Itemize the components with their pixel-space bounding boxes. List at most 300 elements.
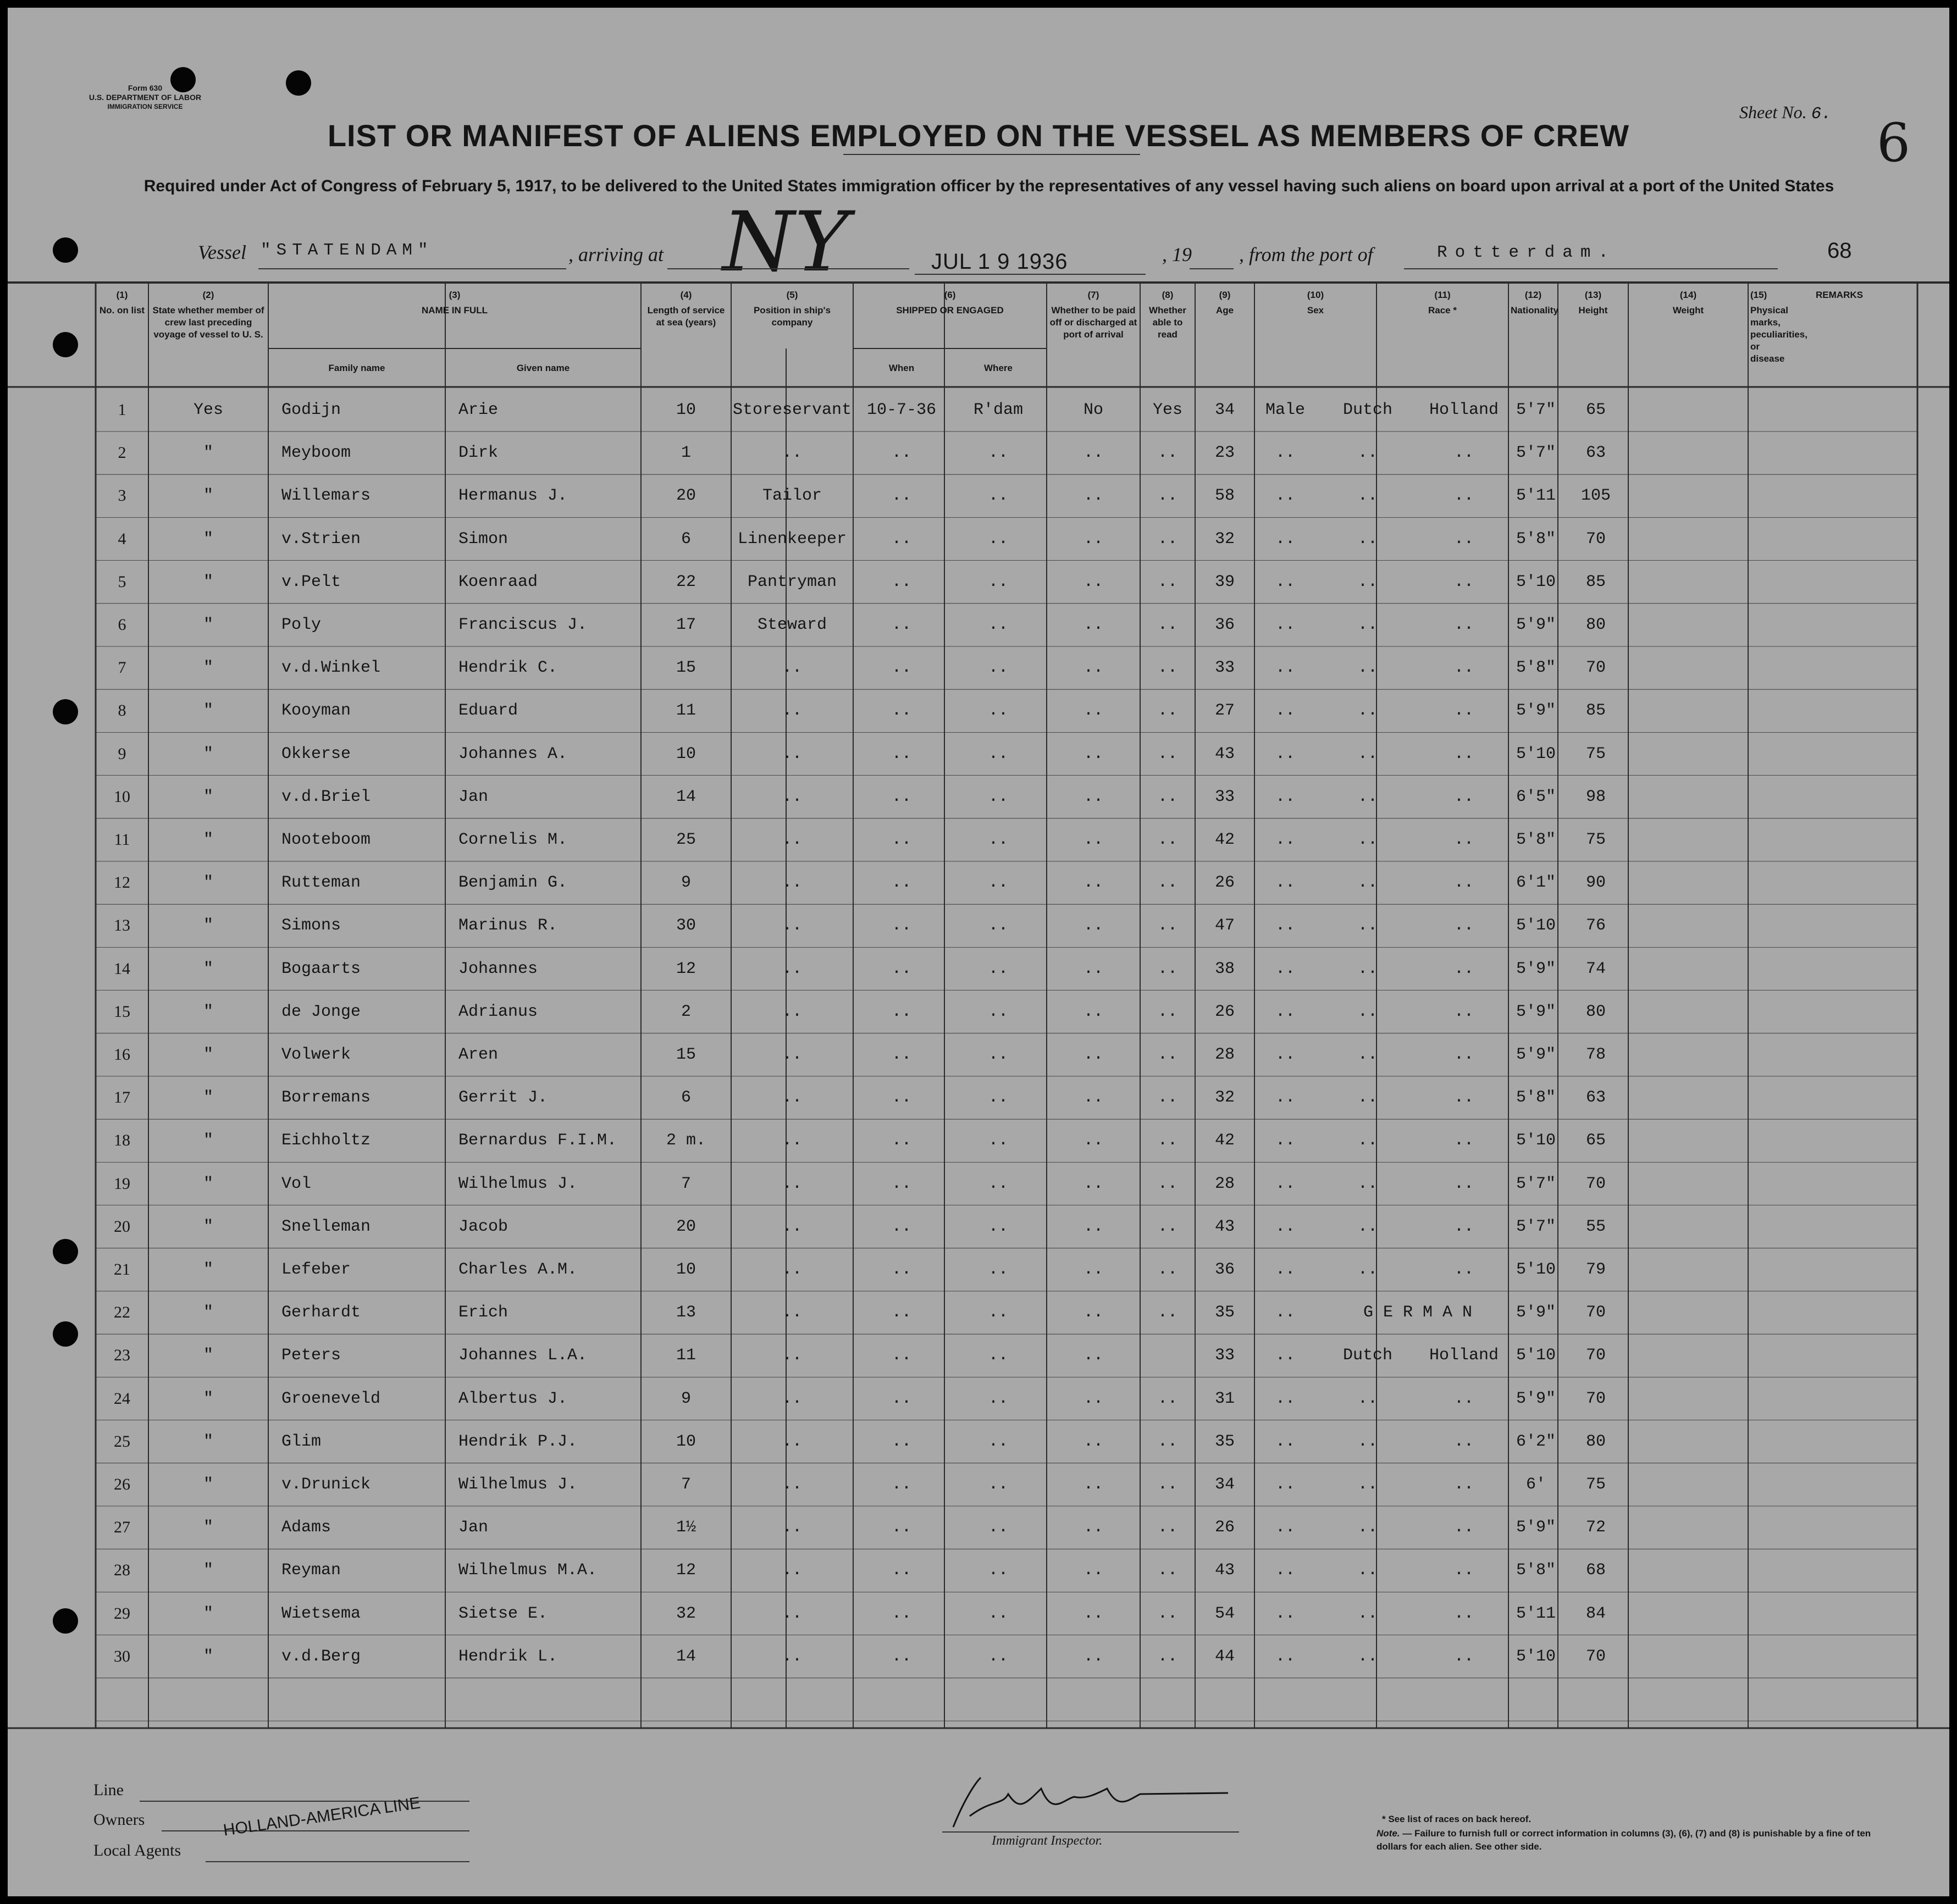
column-number: (2) (202, 290, 214, 300)
column-label: Height (1578, 305, 1608, 316)
cell-where: .. (988, 1432, 1008, 1451)
cell-when: .. (891, 1045, 911, 1064)
cell-where: .. (988, 1002, 1008, 1021)
cell-position: Pantryman (747, 572, 837, 591)
cell-position: .. (782, 701, 802, 721)
column-number: (10) (1307, 290, 1324, 300)
cell-nat: .. (1453, 1260, 1474, 1279)
cell-position: .. (782, 1174, 802, 1193)
cell-race: .. (1357, 1647, 1378, 1666)
cell-when: .. (891, 1647, 911, 1666)
cell-sex: .. (1275, 1475, 1295, 1494)
cell-where: .. (988, 1174, 1008, 1193)
cell-height: 5'9" (1516, 1002, 1556, 1021)
column-label: Whether able to read (1149, 305, 1186, 340)
cell-given: Hendrik L. (458, 1647, 558, 1666)
cell-age: 58 (1214, 486, 1235, 506)
cell-when: .. (891, 1174, 911, 1193)
arrival-date-stamp: JUL 1 9 1936 (931, 250, 1068, 274)
cell-age: 54 (1214, 1604, 1235, 1623)
cell-given: Wilhelmus J. (458, 1475, 578, 1494)
cell-height: 6'1" (1516, 873, 1556, 893)
cell-position: .. (782, 744, 802, 763)
cell-position: Storeservant (732, 401, 852, 419)
cell-paid: .. (1083, 1432, 1103, 1451)
cell-prev: " (203, 959, 213, 978)
cell-prev: " (203, 444, 213, 463)
cell-read: .. (1157, 873, 1177, 893)
cell-height: 5'11 (1516, 1604, 1556, 1623)
cell-given: Cornelis M. (458, 831, 568, 849)
cell-sex: .. (1275, 744, 1295, 763)
cell-no: 24 (114, 1389, 130, 1408)
cell-weight: 63 (1585, 1088, 1606, 1108)
cell-position: .. (782, 1475, 802, 1494)
cell-height: 6'5" (1516, 787, 1556, 806)
cell-height: 5'7" (1516, 401, 1556, 419)
column-label: Whether to be paid off or discharged at port of arrival (1049, 305, 1137, 340)
cell-height: 5'11 (1516, 486, 1556, 506)
cell-race: G E R M A N (1363, 1303, 1473, 1322)
cell-nat: .. (1453, 1174, 1474, 1193)
cell-prev: " (203, 1002, 213, 1021)
cell-given: Hermanus J. (458, 486, 568, 506)
cell-read: .. (1157, 1174, 1177, 1193)
cell-position: .. (782, 1002, 802, 1021)
cell-read: .. (1157, 1131, 1177, 1150)
cell-weight: 70 (1585, 529, 1606, 549)
cell-given: Johannes (458, 959, 538, 978)
cell-given: Charles A.M. (458, 1260, 578, 1279)
cell-read: .. (1157, 444, 1177, 463)
cell-given: Jacob (458, 1217, 508, 1236)
cell-age: 38 (1214, 959, 1235, 978)
cell-when: .. (891, 1002, 911, 1021)
cell-service: 11 (676, 701, 696, 721)
cell-no: 4 (118, 529, 126, 548)
page-marker: 68 (1827, 239, 1852, 263)
cell-prev: " (203, 658, 213, 678)
column-header-12 (1511, 289, 1556, 317)
cell-weight: 75 (1585, 1475, 1606, 1494)
inspector-label: Immigrant Inspector. (992, 1834, 1103, 1848)
cell-prev: " (203, 1561, 213, 1580)
column-number: (5) (786, 290, 798, 300)
cell-family: Adams (281, 1518, 331, 1537)
cell-height: 5'9" (1516, 1389, 1556, 1408)
cell-nat: .. (1453, 787, 1474, 806)
cell-paid: .. (1083, 959, 1103, 978)
column-number: (4) (680, 290, 692, 300)
cell-service: 25 (676, 831, 696, 849)
cell-height: 5'8" (1516, 1088, 1556, 1108)
cell-service: 17 (676, 616, 696, 634)
cell-when: .. (891, 1389, 911, 1408)
manifest-sheet (8, 8, 1949, 1896)
cell-height: 5'7" (1516, 1217, 1556, 1236)
cell-family: v.Drunick (281, 1475, 371, 1494)
cell-no: 18 (114, 1131, 130, 1150)
cell-prev: " (203, 529, 213, 549)
cell-read: .. (1157, 1604, 1177, 1623)
cell-age: 34 (1214, 401, 1235, 419)
cell-service: 7 (681, 1174, 691, 1193)
cell-age: 33 (1214, 787, 1235, 806)
cell-age: 36 (1214, 1260, 1235, 1279)
cell-where: .. (988, 486, 1008, 506)
cell-age: 36 (1214, 616, 1235, 634)
column-number: (6) (944, 290, 956, 300)
cell-family: v.Pelt (281, 572, 341, 591)
cell-read: .. (1157, 959, 1177, 978)
cell-weight: 70 (1585, 658, 1606, 678)
cell-when: .. (891, 959, 911, 978)
cell-weight: 75 (1585, 744, 1606, 763)
cell-age: 44 (1214, 1647, 1235, 1666)
cell-read: .. (1157, 1561, 1177, 1580)
column-header-1 (98, 289, 146, 317)
cell-age: 43 (1214, 1561, 1235, 1580)
cell-race: .. (1357, 1002, 1378, 1021)
cell-where: .. (988, 744, 1008, 763)
cell-position: .. (782, 1518, 802, 1537)
cell-race: .. (1357, 1475, 1378, 1494)
cell-paid: .. (1083, 1303, 1103, 1322)
cell-height: 6' (1525, 1475, 1546, 1494)
cell-service: 12 (676, 1561, 696, 1580)
cell-when: .. (891, 787, 911, 806)
cell-weight: 63 (1585, 444, 1606, 463)
cell-prev: " (203, 1174, 213, 1193)
cell-sex: .. (1275, 1260, 1295, 1279)
cell-no: 1 (118, 401, 126, 419)
cell-family: Kooyman (281, 701, 351, 721)
cell-where: .. (988, 1131, 1008, 1150)
cell-where: .. (988, 873, 1008, 893)
cell-prev: " (203, 1303, 213, 1322)
column-sublabel: Given name (516, 363, 570, 373)
cell-height: 5'10 (1516, 1131, 1556, 1150)
cell-read: .. (1157, 529, 1177, 549)
cell-family: Godijn (281, 401, 341, 419)
cell-read: .. (1157, 1217, 1177, 1236)
cell-where: .. (988, 616, 1008, 634)
cell-nat: .. (1453, 873, 1474, 893)
cell-weight: 70 (1585, 1303, 1606, 1322)
cell-weight: 70 (1585, 1389, 1606, 1408)
cell-where: .. (988, 1260, 1008, 1279)
cell-family: Poly (281, 616, 322, 634)
cell-position: .. (782, 1303, 802, 1322)
arriving-port-handwritten: NY (722, 195, 849, 290)
cell-no: 29 (114, 1604, 130, 1623)
cell-nat: .. (1453, 1088, 1474, 1108)
cell-when: .. (891, 529, 911, 549)
cell-family: v.d.Berg (281, 1647, 361, 1666)
cell-family: Vol (281, 1174, 312, 1193)
cell-age: 26 (1214, 1002, 1235, 1021)
cell-sex: .. (1275, 787, 1295, 806)
cell-no: 16 (114, 1045, 130, 1064)
cell-family: v.Strien (281, 529, 361, 549)
cell-no: 5 (118, 572, 126, 591)
cell-when: .. (891, 1432, 911, 1451)
cell-where: .. (988, 1518, 1008, 1537)
column-header-8 (1142, 289, 1193, 341)
vessel-line: Vessel (198, 241, 246, 263)
cell-prev: " (203, 1389, 213, 1408)
cell-given: Johannes L.A. (458, 1346, 588, 1365)
cell-height: 5'10 (1516, 1260, 1556, 1279)
cell-given: Sietse E. (458, 1604, 548, 1623)
cell-service: 32 (676, 1604, 696, 1623)
cell-height: 5'8" (1516, 529, 1556, 549)
cell-service: 11 (676, 1346, 696, 1365)
cell-service: 22 (676, 572, 696, 591)
cell-race: .. (1357, 916, 1378, 936)
cell-family: Okkerse (281, 744, 351, 763)
cell-where: .. (988, 701, 1008, 721)
cell-family: Eichholtz (281, 1131, 371, 1150)
cell-paid: .. (1083, 572, 1103, 591)
cell-position: .. (782, 873, 802, 893)
cell-weight: 80 (1585, 1432, 1606, 1451)
cell-where: .. (988, 658, 1008, 678)
cell-paid: .. (1083, 1604, 1103, 1623)
cell-prev: " (203, 831, 213, 849)
column-label: Weight (1672, 305, 1704, 316)
cell-service: 20 (676, 1217, 696, 1236)
cell-service: 10 (676, 744, 696, 763)
cell-given: Jan (458, 787, 489, 806)
cell-height: 5'9" (1516, 616, 1556, 634)
column-sublabel: When (888, 363, 915, 373)
form-number: Form 630 (128, 84, 163, 92)
cell-sex: .. (1275, 1217, 1295, 1236)
cell-prev: " (203, 572, 213, 591)
cell-paid: .. (1083, 1045, 1103, 1064)
cell-age: 43 (1214, 1217, 1235, 1236)
cell-height: 5'9" (1516, 1045, 1556, 1064)
cell-family: Borremans (281, 1088, 371, 1108)
cell-paid: .. (1083, 1518, 1103, 1537)
cell-nat: .. (1453, 444, 1474, 463)
cell-service: 6 (681, 529, 691, 549)
cell-race: Dutch (1342, 1346, 1392, 1365)
cell-nat: .. (1453, 572, 1474, 591)
cell-nat: Holland (1429, 401, 1499, 419)
inspector-signature (942, 1767, 1250, 1838)
cell-position: .. (782, 1346, 802, 1365)
cell-height: 5'10 (1516, 1346, 1556, 1365)
cell-no: 17 (114, 1088, 130, 1107)
cell-no: 28 (114, 1561, 130, 1580)
cell-read: .. (1157, 1389, 1177, 1408)
cell-given: Hendrik C. (458, 658, 558, 678)
cell-given: Adrianus (458, 1002, 538, 1021)
column-label: Nationality (1511, 305, 1558, 316)
column-label: Length of service at sea (years) (647, 305, 725, 328)
owners-label: Owners (93, 1811, 145, 1829)
cell-position: .. (782, 1389, 802, 1408)
column-header-7 (1049, 289, 1138, 341)
cell-when: .. (891, 873, 911, 893)
cell-nat: .. (1453, 1647, 1474, 1666)
cell-sex: .. (1275, 831, 1295, 849)
cell-where: .. (988, 1303, 1008, 1322)
cell-no: 6 (118, 616, 126, 634)
cell-sex: .. (1275, 1045, 1295, 1064)
cell-read: .. (1157, 1088, 1177, 1108)
cell-sex: .. (1275, 1561, 1295, 1580)
column-label: NAME IN FULL (422, 305, 488, 316)
cell-height: 5'7" (1516, 1174, 1556, 1193)
cell-family: Meyboom (281, 444, 351, 463)
cell-position: .. (782, 1217, 802, 1236)
cell-sex: .. (1275, 701, 1295, 721)
column-number: (8) (1162, 290, 1174, 300)
cell-when: .. (891, 572, 911, 591)
cell-where: .. (988, 1045, 1008, 1064)
cell-paid: .. (1083, 658, 1103, 678)
cell-given: Erich (458, 1303, 508, 1322)
column-header-10 (1257, 289, 1374, 317)
cell-sex: .. (1275, 916, 1295, 936)
cell-nat: .. (1453, 529, 1474, 549)
cell-given: Koenraad (458, 572, 538, 591)
cell-weight: 55 (1585, 1217, 1606, 1236)
cell-no: 20 (114, 1217, 130, 1236)
cell-sex: .. (1275, 529, 1295, 549)
column-header-3 (270, 289, 639, 317)
cell-where: .. (988, 572, 1008, 591)
cell-where: .. (988, 1475, 1008, 1494)
cell-paid: .. (1083, 1088, 1103, 1108)
cell-read: Yes (1152, 401, 1182, 419)
cell-sex: .. (1275, 1303, 1295, 1322)
cell-race: .. (1357, 1131, 1378, 1150)
penalty-note: Note. — Failure to furnish full or correct information in columns (3), (6), (7) and (8) is punishable by a fine of ten dollars for each alien. See other side. (1376, 1828, 1871, 1852)
cell-sex: .. (1275, 658, 1295, 678)
cell-read: .. (1157, 486, 1177, 506)
cell-family: Nooteboom (281, 831, 371, 849)
cell-sex: .. (1275, 444, 1295, 463)
column-number: (1) (116, 290, 128, 300)
cell-age: 28 (1214, 1174, 1235, 1193)
cell-height: 5'9" (1516, 1518, 1556, 1537)
cell-service: 10 (676, 1432, 696, 1451)
cell-nat: .. (1453, 744, 1474, 763)
cell-age: 33 (1214, 658, 1235, 678)
column-header-4 (643, 289, 729, 329)
cell-height: 5'8" (1516, 831, 1556, 849)
cell-sex: .. (1275, 1647, 1295, 1666)
line-owner-stamp: HOLLAND-AMERICA LINE (222, 1794, 422, 1840)
cell-weight: 85 (1585, 701, 1606, 721)
cell-no: 22 (114, 1303, 130, 1322)
cell-paid: .. (1083, 1475, 1103, 1494)
cell-when: .. (891, 1475, 911, 1494)
cell-age: 23 (1214, 444, 1235, 463)
from-port-label: , from the port of (1239, 243, 1373, 265)
column-label: Race * (1428, 305, 1457, 316)
cell-paid: .. (1083, 831, 1103, 849)
cell-where: .. (988, 959, 1008, 978)
cell-position: .. (782, 831, 802, 849)
cell-where: .. (988, 444, 1008, 463)
cell-age: 31 (1214, 1389, 1235, 1408)
cell-read: .. (1157, 1260, 1177, 1279)
cell-position: .. (782, 1045, 802, 1064)
cell-nat: .. (1453, 916, 1474, 936)
cell-family: Reyman (281, 1561, 341, 1580)
cell-service: 14 (676, 1647, 696, 1666)
cell-sex: .. (1275, 1518, 1295, 1537)
cell-family: Bogaarts (281, 959, 361, 978)
year-label: , 19 (1162, 243, 1192, 265)
cell-nat: .. (1453, 1432, 1474, 1451)
column-header-11 (1379, 289, 1506, 317)
cell-paid: .. (1083, 1346, 1103, 1365)
cell-nat: .. (1453, 658, 1474, 678)
column-header-14 (1630, 289, 1746, 317)
cell-weight: 85 (1585, 572, 1606, 591)
cell-when: .. (891, 444, 911, 463)
line-label: Line (93, 1781, 124, 1799)
cell-age: 47 (1214, 916, 1235, 936)
cell-sex: .. (1275, 572, 1295, 591)
cell-prev: " (203, 744, 213, 763)
cell-weight: 76 (1585, 916, 1606, 936)
cell-family: Rutteman (281, 873, 361, 893)
cell-no: 13 (114, 916, 130, 935)
cell-race: .. (1357, 1260, 1378, 1279)
cell-paid: .. (1083, 1389, 1103, 1408)
column-header-9 (1197, 289, 1252, 317)
cell-nat: .. (1453, 1002, 1474, 1021)
cell-height: 5'8" (1516, 658, 1556, 678)
cell-service: 10 (676, 401, 696, 419)
cell-height: 5'7" (1516, 444, 1556, 463)
cell-where: .. (988, 1604, 1008, 1623)
cell-service: 20 (676, 486, 696, 506)
cell-prev: " (203, 1346, 213, 1365)
cell-when: .. (891, 831, 911, 849)
cell-paid: .. (1083, 1260, 1103, 1279)
cell-read: .. (1157, 1475, 1177, 1494)
cell-where: R'dam (973, 401, 1023, 419)
column-number: (7) (1087, 290, 1099, 300)
cell-when: .. (891, 1518, 911, 1537)
cell-when: .. (891, 916, 911, 936)
cell-nat: .. (1453, 1217, 1474, 1236)
cell-given: Albertus J. (458, 1389, 568, 1408)
cell-position: .. (782, 658, 802, 678)
cell-read: .. (1157, 1303, 1177, 1322)
cell-sex: .. (1275, 873, 1295, 893)
cell-no: 15 (114, 1002, 130, 1021)
cell-sex: .. (1275, 1432, 1295, 1451)
cell-race: .. (1357, 658, 1378, 678)
column-label: Physical marks, peculiarities, or disease (1750, 305, 1807, 364)
cell-weight: 68 (1585, 1561, 1606, 1580)
cell-family: Gerhardt (281, 1303, 361, 1322)
local-agents-label: Local Agents (93, 1841, 181, 1859)
cell-weight: 65 (1585, 1131, 1606, 1150)
cell-nat: .. (1453, 1604, 1474, 1623)
races-note: * See list of races on back hereof. (1382, 1814, 1532, 1824)
cell-family: de Jonge (281, 1002, 361, 1021)
